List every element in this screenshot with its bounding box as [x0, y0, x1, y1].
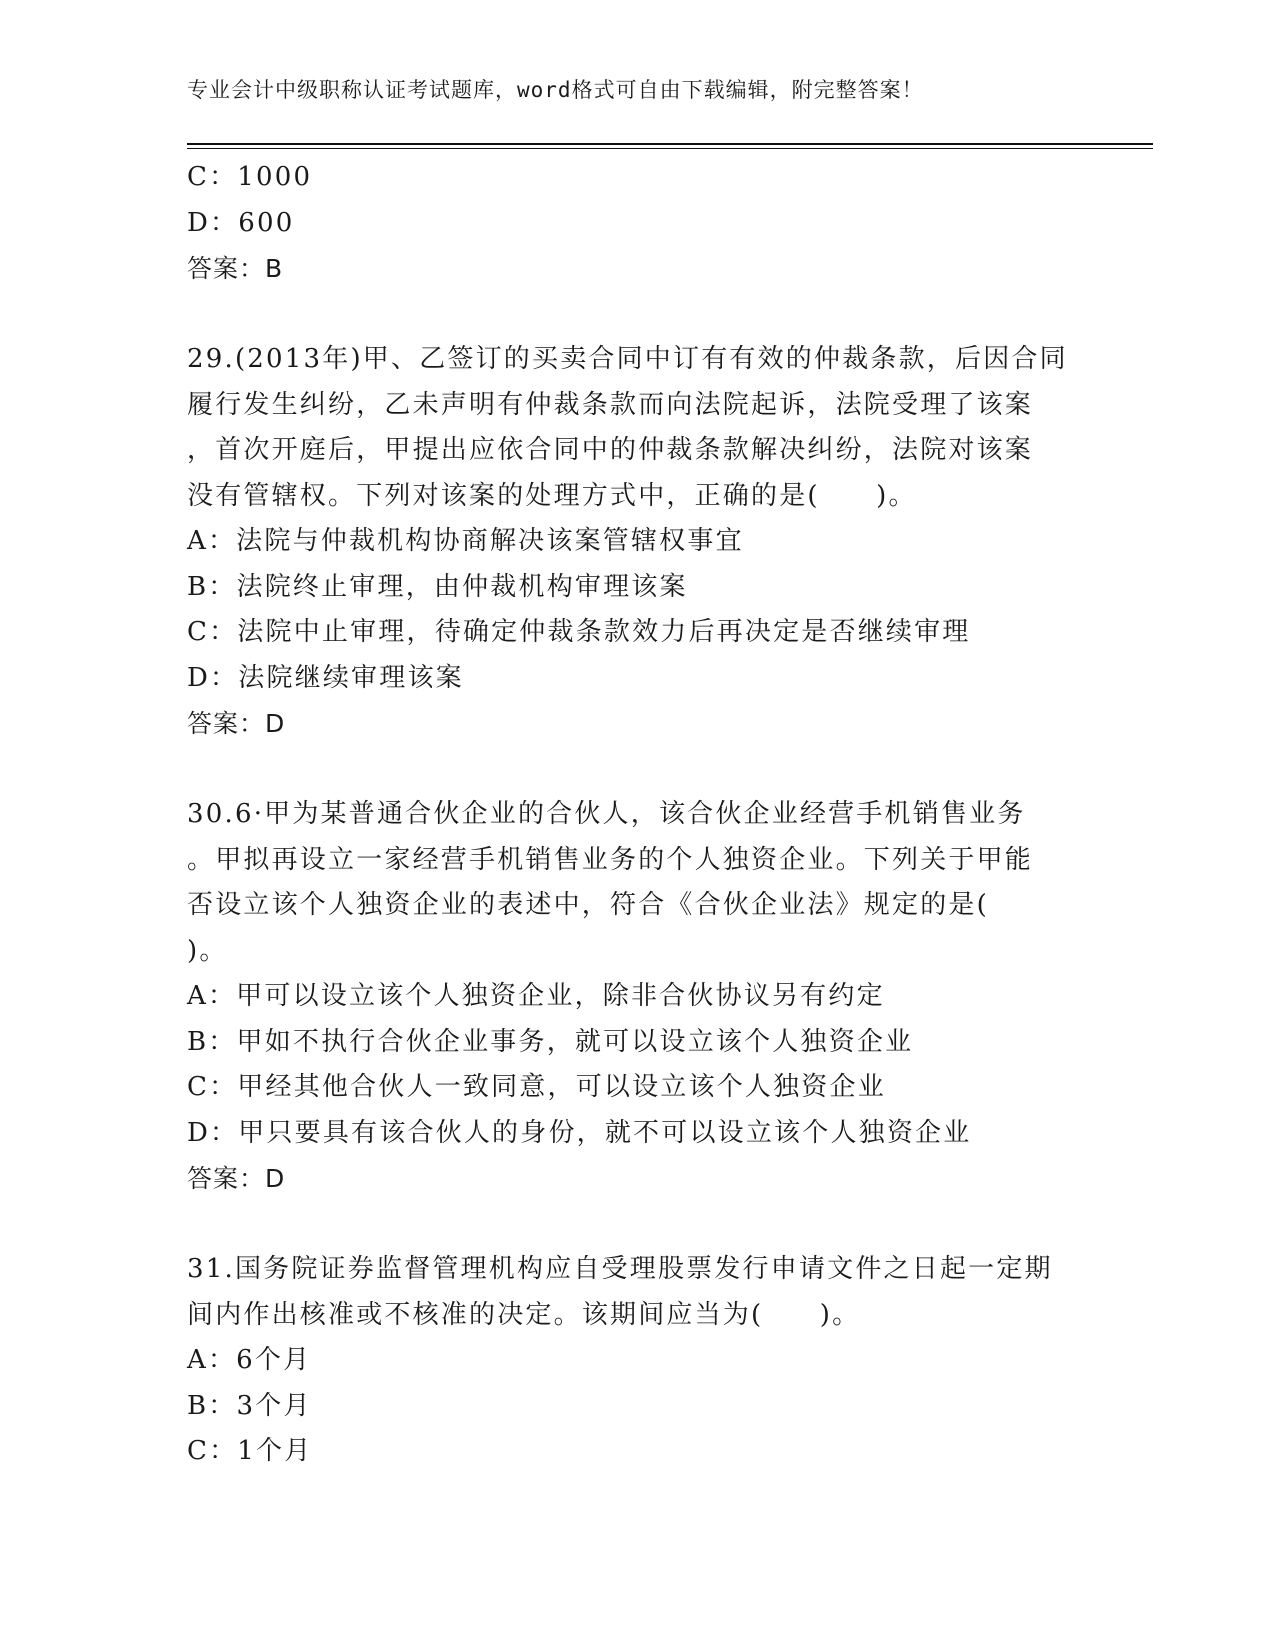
option-a: A：法院与仲裁机构协商解决该案管辖权事宜 — [187, 526, 744, 556]
answer-line: 答案：B — [187, 254, 284, 283]
option-d: D：法院继续审理该案 — [187, 662, 464, 693]
spacer — [187, 1202, 1087, 1248]
option-c: C：1个月 — [187, 1436, 313, 1466]
question-continuation — [187, 155, 1087, 292]
answer-line: 答案：D — [187, 1164, 286, 1193]
question-text-line: 履行发生纠纷，乙未声明有仲裁条款而向法院起诉，法院受理了该案 — [187, 389, 1034, 420]
question-text-line: 29.(2013年)甲、乙签订的买卖合同中订有有效的仲裁条款，后因合同 — [187, 344, 1068, 374]
option-b: B：甲如不执行合伙企业事务，就可以设立该个人独资企业 — [187, 1026, 914, 1057]
question-text-line: 。甲拟再设立一家经营手机销售业务的个人独资企业。下列关于甲能 — [187, 844, 1034, 875]
question-list — [187, 155, 1087, 1475]
question-text-line: 间内作出核准或不核准的决定。该期间应当为( )。 — [187, 1299, 861, 1330]
option-b: B：3个月 — [187, 1390, 312, 1421]
question-text-line: 没有管辖权。下列对该案的处理方式中，正确的是( )。 — [187, 480, 917, 511]
option-c: C：甲经其他合伙人一致同意，可以设立该个人独资企业 — [187, 1072, 886, 1102]
option-d: D：甲只要具有该合伙人的身份，就不可以设立该个人独资企业 — [187, 1117, 972, 1148]
spacer — [187, 747, 1087, 793]
question-text-line: 31.国务院证券监督管理机构应自受理股票发行申请文件之日起一定期 — [187, 1254, 1053, 1284]
option-c: C：1000 — [187, 162, 313, 192]
question-30 — [187, 792, 1087, 1202]
option-a: A：甲可以设立该个人独资企业，除非合伙协议另有约定 — [187, 981, 885, 1011]
header-rule-thin — [187, 148, 1153, 149]
option-b: B：法院终止审理，由仲裁机构审理该案 — [187, 571, 688, 602]
question-text-line: )。 — [187, 935, 228, 966]
page-header-title: 专业会计中级职称认证考试题库，word格式可自由下载编辑，附完整答案！ — [187, 78, 924, 102]
option-c: C：法院中止审理，待确定仲裁条款效力后再决定是否继续审理 — [187, 617, 971, 647]
question-text-line: 否设立该个人独资企业的表述中，符合《合伙企业法》规定的是( — [187, 890, 989, 920]
question-text-line: 30.6·甲为某普通合伙企业的合伙人，该合伙企业经营手机销售业务 — [187, 799, 1026, 829]
header-rule-thick — [187, 143, 1153, 145]
answer-line: 答案：D — [187, 709, 286, 738]
question-31 — [187, 1247, 1087, 1475]
option-d: D：600 — [187, 207, 295, 238]
spacer — [187, 292, 1087, 338]
question-29 — [187, 337, 1087, 747]
question-text-line: ，首次开庭后，甲提出应依合同中的仲裁条款解决纠纷，法院对该案 — [187, 435, 1034, 465]
option-a: A：6个月 — [187, 1345, 312, 1375]
